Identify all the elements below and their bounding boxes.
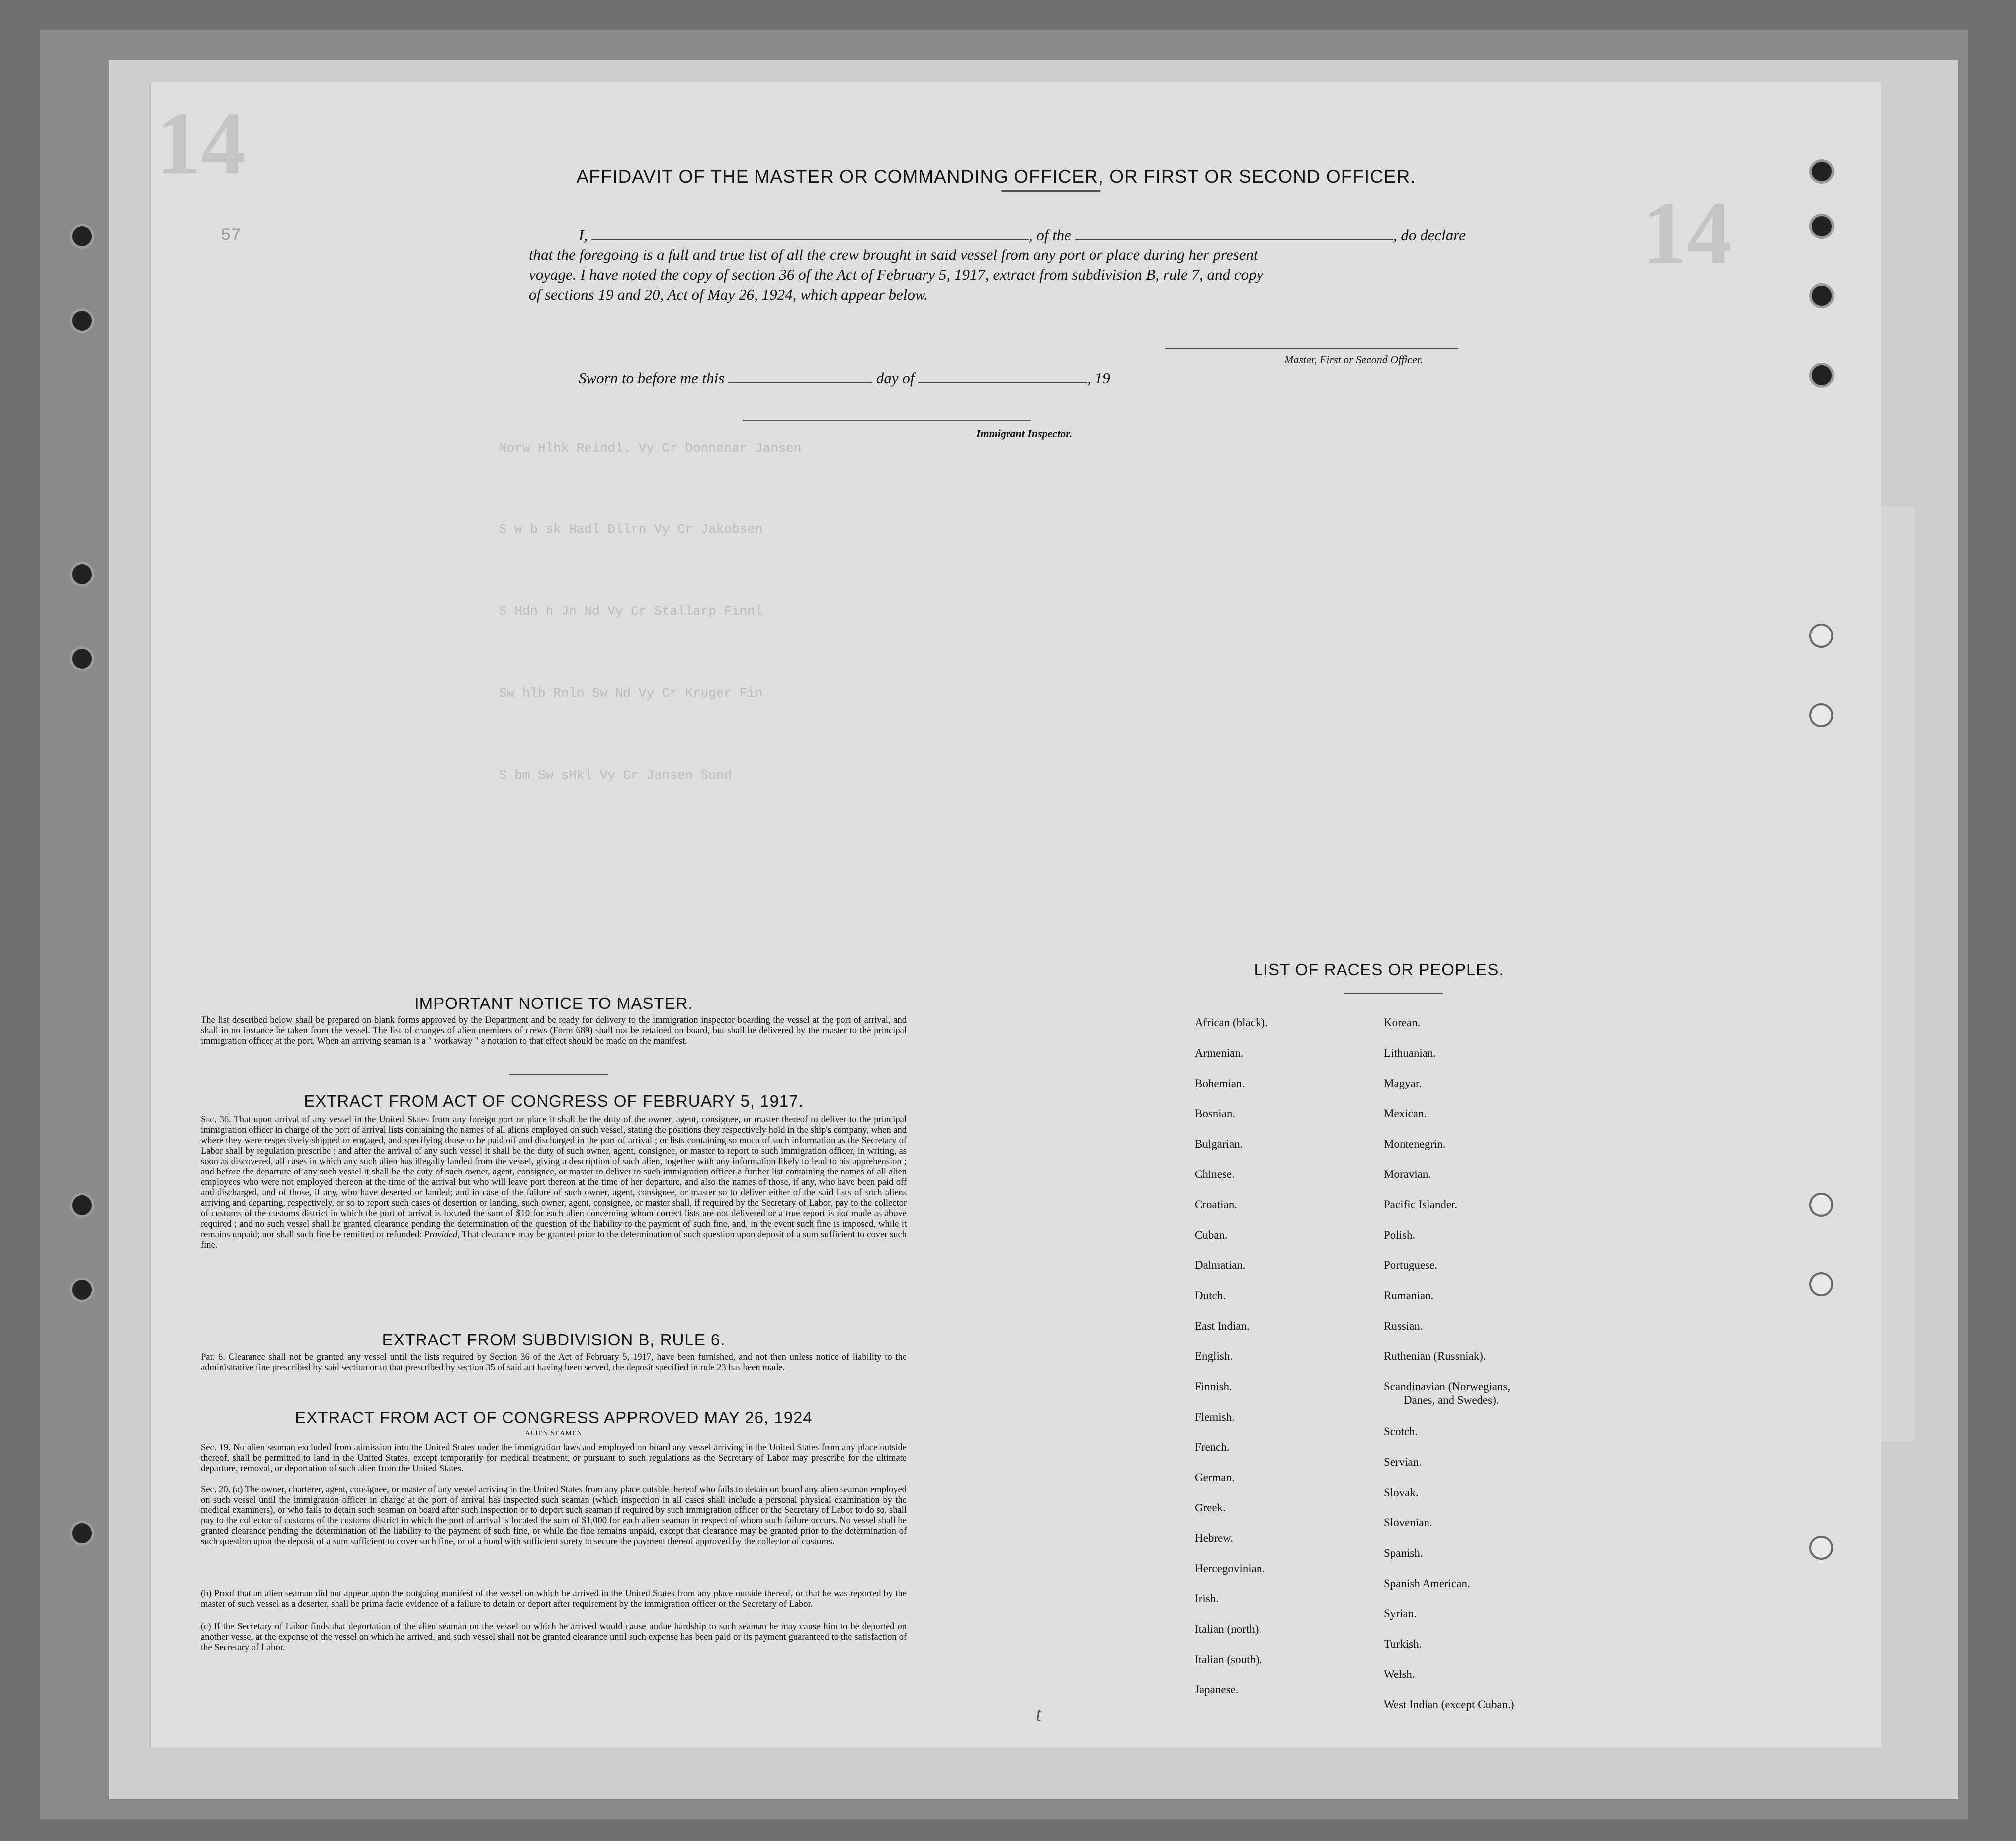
notice-body: The list described below shall be prepared on blank forms approved by the Department and be ready for delivery to the immigration inspector boarding the vessel at the port of arrival, and shall in no instance be taken from the vessel. The list of changes of alien members of crews (Form 689) shall not be retained on board, but shall be delivered by the master to the principal immigration officer at the port. When an arriving seaman is a " workaway " a notation to that effect should be made on the manifest.	[201, 1015, 907, 1046]
race-item: Croatian.	[1195, 1198, 1237, 1211]
extract-1924-subtitle: ALIEN SEAMEN	[525, 1430, 583, 1437]
page-number-stamp-right: 14	[1642, 183, 1732, 282]
race-item: Hercegovinian.	[1195, 1562, 1265, 1575]
race-item: Scandinavian (Norwegians,	[1384, 1380, 1511, 1393]
race-item: Moravian.	[1384, 1168, 1431, 1180]
divider	[509, 1074, 608, 1075]
affidavit-line-2: that the foregoing is a full and true list of all the crew brought in said vessel from any port or place during her present	[529, 246, 1258, 263]
race-item: English.	[1195, 1350, 1233, 1362]
binder-hole-icon	[1809, 1193, 1833, 1217]
race-item: French.	[1195, 1441, 1230, 1453]
side-tab-strip	[1879, 507, 1915, 1441]
race-item: Scotch.	[1384, 1425, 1418, 1438]
name-blank[interactable]	[591, 239, 1029, 240]
binder-hole-icon	[1809, 1272, 1833, 1296]
i-label: I,	[579, 226, 588, 244]
extract-1917-title: EXTRACT FROM ACT OF CONGRESS OF FEBRUARY 5, 1917.	[304, 1092, 804, 1110]
race-item: Mexican.	[1384, 1107, 1427, 1120]
binder-hole-icon	[1809, 363, 1834, 388]
race-item: Irish.	[1195, 1592, 1219, 1605]
extract-rule6-title: EXTRACT FROM SUBDIVISION B, RULE 6.	[382, 1331, 726, 1349]
race-item: Spanish.	[1384, 1547, 1423, 1559]
title-underline	[1001, 190, 1100, 192]
race-item: Finnish.	[1195, 1380, 1232, 1393]
bleed-row: Sw hlb Rnln Sw Nd Vy Cr Kruger Fin	[499, 686, 763, 701]
bleed-row: S w b sk Hadl Dllrn Vy Cr Jakobsen	[499, 522, 763, 537]
race-item: Armenian.	[1195, 1047, 1244, 1059]
race-item: Spanish American.	[1384, 1577, 1470, 1590]
extract-1924-sec19: Sec. 19. No alien seaman excluded from admission into the United States under the immigration laws and employed on board any vessel arriving in the United States from any place outside thereof, shall be permitted to land in the United States, except temporarily for medical treatment, or pursuant to such regulations as the Secretary of Labor may prescribe for the ultimate departure, removal, or deportation of such alien from the United States.	[201, 1443, 907, 1474]
page-number-stamp: 14	[156, 94, 246, 193]
race-item: Rumanian.	[1384, 1289, 1434, 1302]
race-item: Syrian.	[1384, 1607, 1417, 1620]
race-item: Servian.	[1384, 1456, 1422, 1468]
notice-title: IMPORTANT NOTICE TO MASTER.	[414, 994, 693, 1012]
race-item: Welsh.	[1384, 1668, 1415, 1680]
vessel-blank[interactable]	[1075, 239, 1393, 240]
binder-hole-icon	[1809, 159, 1834, 184]
race-item: Chinese.	[1195, 1168, 1235, 1180]
race-item: Magyar.	[1384, 1077, 1422, 1089]
race-item: Dutch.	[1195, 1289, 1226, 1302]
race-item: Italian (south).	[1195, 1653, 1262, 1666]
race-item: Greek.	[1195, 1502, 1226, 1514]
affidavit-title: AFFIDAVIT OF THE MASTER OR COMMANDING OFFICER, OR FIRST OR SECOND OFFICER.	[576, 167, 1416, 187]
race-item: Italian (north).	[1195, 1623, 1262, 1635]
race-item: Bosnian.	[1195, 1107, 1236, 1120]
race-item: West Indian (except Cuban.)	[1384, 1698, 1514, 1711]
race-item: Flemish.	[1195, 1411, 1235, 1423]
race-item: Portuguese.	[1384, 1259, 1437, 1271]
sworn-label: Sworn to before me this	[579, 369, 725, 387]
race-item: Dalmatian.	[1195, 1259, 1246, 1271]
race-item: Polish.	[1384, 1229, 1416, 1241]
binder-hole-icon	[1809, 703, 1833, 727]
signature-caption: Master, First or Second Officer.	[1284, 353, 1423, 366]
race-item: Hebrew.	[1195, 1532, 1234, 1544]
section-36-text: That upon arrival of any vessel in the United States from any foreign port or place it shall be the duty of the owner, agent, consignee, or master thereof to deliver to the principal immigration officer in charge of the port of arrival lists containing the names of all aliens employed on such vessel, stating the positions they respectively hold in the ship's company, when and where they were respectively shipped or engaged, and specifying those to be paid off and discharged in the port of arrival ; or lists containing so much of such information as the Secretary of Labor shall by regulation prescribe ; and after the arrival of any such vessel it shall be the duty of such owner, agent, consignee, or master to report to such immigration officer, in writing, as soon as discovered, all cases in which any such alien has illegally landed from the vessel, giving a description of such alien, together with any information likely to lead to his apprehension ; and before the departure of any such vessel it shall be the duty of such owner, agent, consignee, or master to deliver to such immigration officer a further list containing the names of all alien employees who were not employed thereon at the time of the arrival but who will leave port thereon at the time of her departure, and also the names of those, if any, who have been paid off and discharged, and of those, if any, who have deserted or landed; and in case of the failure of such owner, agent, consignee, or master so to deliver either of the said lists of such aliens arriving and departing, respectively, or so to report such cases of desertion or landing, such owner, agent, consignee, or master shall, if required by the Secretary of Labor, pay to the collector of customs of the customs district in which the port of arrival is located the sum of $10 for each alien concerning whom correct lists are not delivered or a true report is not made as above required ; and no such vessel shall be granted clearance pending the determination of the question of the liability to the payment of such fine, and, in the event such fine is imposed, while it remains unpaid; nor shall such fine be remitted or refunded:	[201, 1115, 907, 1240]
binder-hole-icon	[70, 308, 94, 333]
day-blank[interactable]	[728, 382, 872, 383]
race-item: Korean.	[1384, 1016, 1421, 1029]
races-underline	[1344, 993, 1443, 994]
month-blank[interactable]	[918, 382, 1087, 383]
race-item: Cuban.	[1195, 1229, 1228, 1241]
of-the-label: , of the	[1028, 226, 1072, 244]
proviso-text: That clearance may be granted prior to the determination of such question upon deposit of a sum sufficient to cover such fine.	[201, 1230, 907, 1250]
section-label: Sec. 36.	[201, 1115, 231, 1125]
race-item: Japanese.	[1195, 1683, 1239, 1696]
day-of-label: day of	[876, 369, 915, 387]
proviso-label: Provided,	[424, 1230, 460, 1240]
extract-1924-title: EXTRACT FROM ACT OF CONGRESS APPROVED MAY 26, 1924	[295, 1408, 813, 1426]
inspector-caption: Immigrant Inspector.	[976, 427, 1073, 440]
bleed-row: S Hdn h Jn Nd Vy Cr Stallarp Finnl	[499, 604, 763, 619]
signature-line[interactable]	[1165, 348, 1458, 349]
race-item: Pacific Islander.	[1384, 1198, 1458, 1211]
declare-label: , do declare	[1393, 226, 1466, 244]
affidavit-line-1	[579, 226, 1466, 244]
race-item: Montenegrin.	[1384, 1138, 1446, 1150]
binder-hole-icon	[70, 562, 94, 586]
binder-hole-icon	[1809, 1536, 1833, 1560]
binder-hole-icon	[70, 1193, 94, 1218]
race-item: Bohemian.	[1195, 1077, 1245, 1089]
affidavit-line-4: of sections 19 and 20, Act of May 26, 1924, which appear below.	[529, 286, 928, 303]
race-item: Turkish.	[1384, 1638, 1422, 1650]
race-item-continuation: Danes, and Swedes).	[1404, 1394, 1499, 1406]
extract-1917-body	[201, 1115, 907, 1251]
race-item: East Indian.	[1195, 1320, 1250, 1332]
race-item: German.	[1195, 1471, 1235, 1484]
race-item: African (black).	[1195, 1016, 1268, 1029]
year-label: , 19	[1087, 369, 1110, 387]
race-item: Russian.	[1384, 1320, 1423, 1332]
handwritten-note: t	[1036, 1703, 1042, 1725]
binder-hole-icon	[1809, 624, 1833, 648]
race-item: Slovak.	[1384, 1486, 1419, 1499]
inspector-line[interactable]	[743, 420, 1031, 421]
bleed-row: S bm Sw sHkl Vy Cr Jansen Sund	[499, 768, 732, 783]
binder-hole-icon	[1809, 283, 1834, 308]
sworn-line	[579, 369, 1110, 387]
affidavit-page	[149, 82, 1881, 1747]
binder-hole-icon	[1809, 214, 1834, 239]
races-title: LIST OF RACES OR PEOPLES.	[1254, 960, 1504, 979]
race-item: Slovenian.	[1384, 1516, 1432, 1529]
race-item: Bulgarian.	[1195, 1138, 1243, 1150]
race-item: Lithuanian.	[1384, 1047, 1436, 1059]
extract-1924-sec20c: (c) If the Secretary of Labor finds that deportation of the alien seaman on the vessel on which he arrived would cause undue hardship to such seaman he may cause him to be deported on another vessel at the expense of the vessel on which he arrived, and such vessel shall not be granted clearance until such expense has been paid or its payment guaranteed to the satisfaction of the Secretary of Labor.	[201, 1622, 907, 1653]
extract-1924-sec20a: Sec. 20. (a) The owner, charterer, agent, consignee, or master of any vessel arriving in the United States from any place outside thereof who fails to detain on board any alien seaman employed on such vessel until the immigration officer in charge at the port of arrival has inspected such seaman (which inspection in all cases shall include a personal physical examination by the medical examiners), or who fails to detain such seaman on board after such inspection or to deport such seaman if required by such immigration officer or the Secretary of Labor to do so, shall pay to the collector of customs of the customs district in which the port of arrival is located the sum of $1,000 for each alien seaman in respect of whom such failure occurs. No vessel shall be granted clearance pending the determination of the liability to the payment of such fine, or while the fine remains unpaid, except that clearance may be granted prior to the determination of such question upon the deposit of a sum sufficient to cover such fine, or of a bond with sufficient surety to secure the payment thereof approved by the collector of customs.	[201, 1485, 907, 1547]
binder-hole-icon	[70, 1521, 94, 1546]
binder-hole-icon	[70, 646, 94, 671]
bleed-row: Norw Hlhk Reindl. Vy Cr Donnenar Jansen	[499, 441, 802, 456]
race-item: Ruthenian (Russniak).	[1384, 1350, 1486, 1362]
extract-1924-sec20b: (b) Proof that an alien seaman did not appear upon the outgoing manifest of the vessel on which he arrived in the United States from any place outside thereof, or that he was reported by the master of such vessel as a deserter, shall be prima facie evidence of a failure to detain or deport after requirement by the immigration officer or the Secretary of Labor.	[201, 1589, 907, 1609]
binder-hole-icon	[70, 224, 94, 249]
affidavit-line-3: voyage. I have noted the copy of section 36 of the Act of February 5, 1917, extract from subdivision B, rule 7, and copy	[529, 266, 1263, 283]
margin-number: 57	[221, 226, 241, 245]
extract-rule6-body: Par. 6. Clearance shall not be granted any vessel until the lists required by Section 36 of the Act of February 5, 1917, have been furnished, and not then unless notice of liability to the administrative fine prescribed by said section or to that prescribed by section 35 of said act having been served, the deposit specified in rule 23 has been made.	[201, 1352, 907, 1373]
binder-hole-icon	[70, 1277, 94, 1302]
